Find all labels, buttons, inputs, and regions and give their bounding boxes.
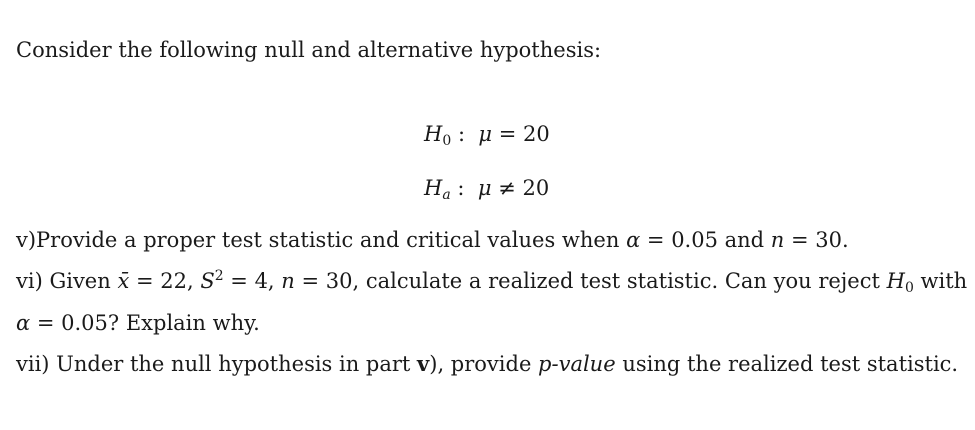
question-vi-line2: α = 0.05? Explain why. [16,311,260,335]
intro-text: Consider the following null and alternative hypothesis: [16,38,602,62]
alternative-hypothesis: $H_a$ : μ ≠ 20 [424,176,550,203]
question-vi-line1: vi) Given x̄ = 22, $S^2 = 4$, n = 30, calculate a realized test statistic. Can you reject $H_0$ with [16,268,968,296]
question-v: v)Provide a proper test statistic and critical values when α = 0.05 and n = 30. [16,228,849,252]
null-hypothesis: $H_0$ : μ = 20 [424,122,550,149]
question-vii: vii) Under the null hypothesis in part v), provide p-value using the realized test statistic. [16,351,959,376]
